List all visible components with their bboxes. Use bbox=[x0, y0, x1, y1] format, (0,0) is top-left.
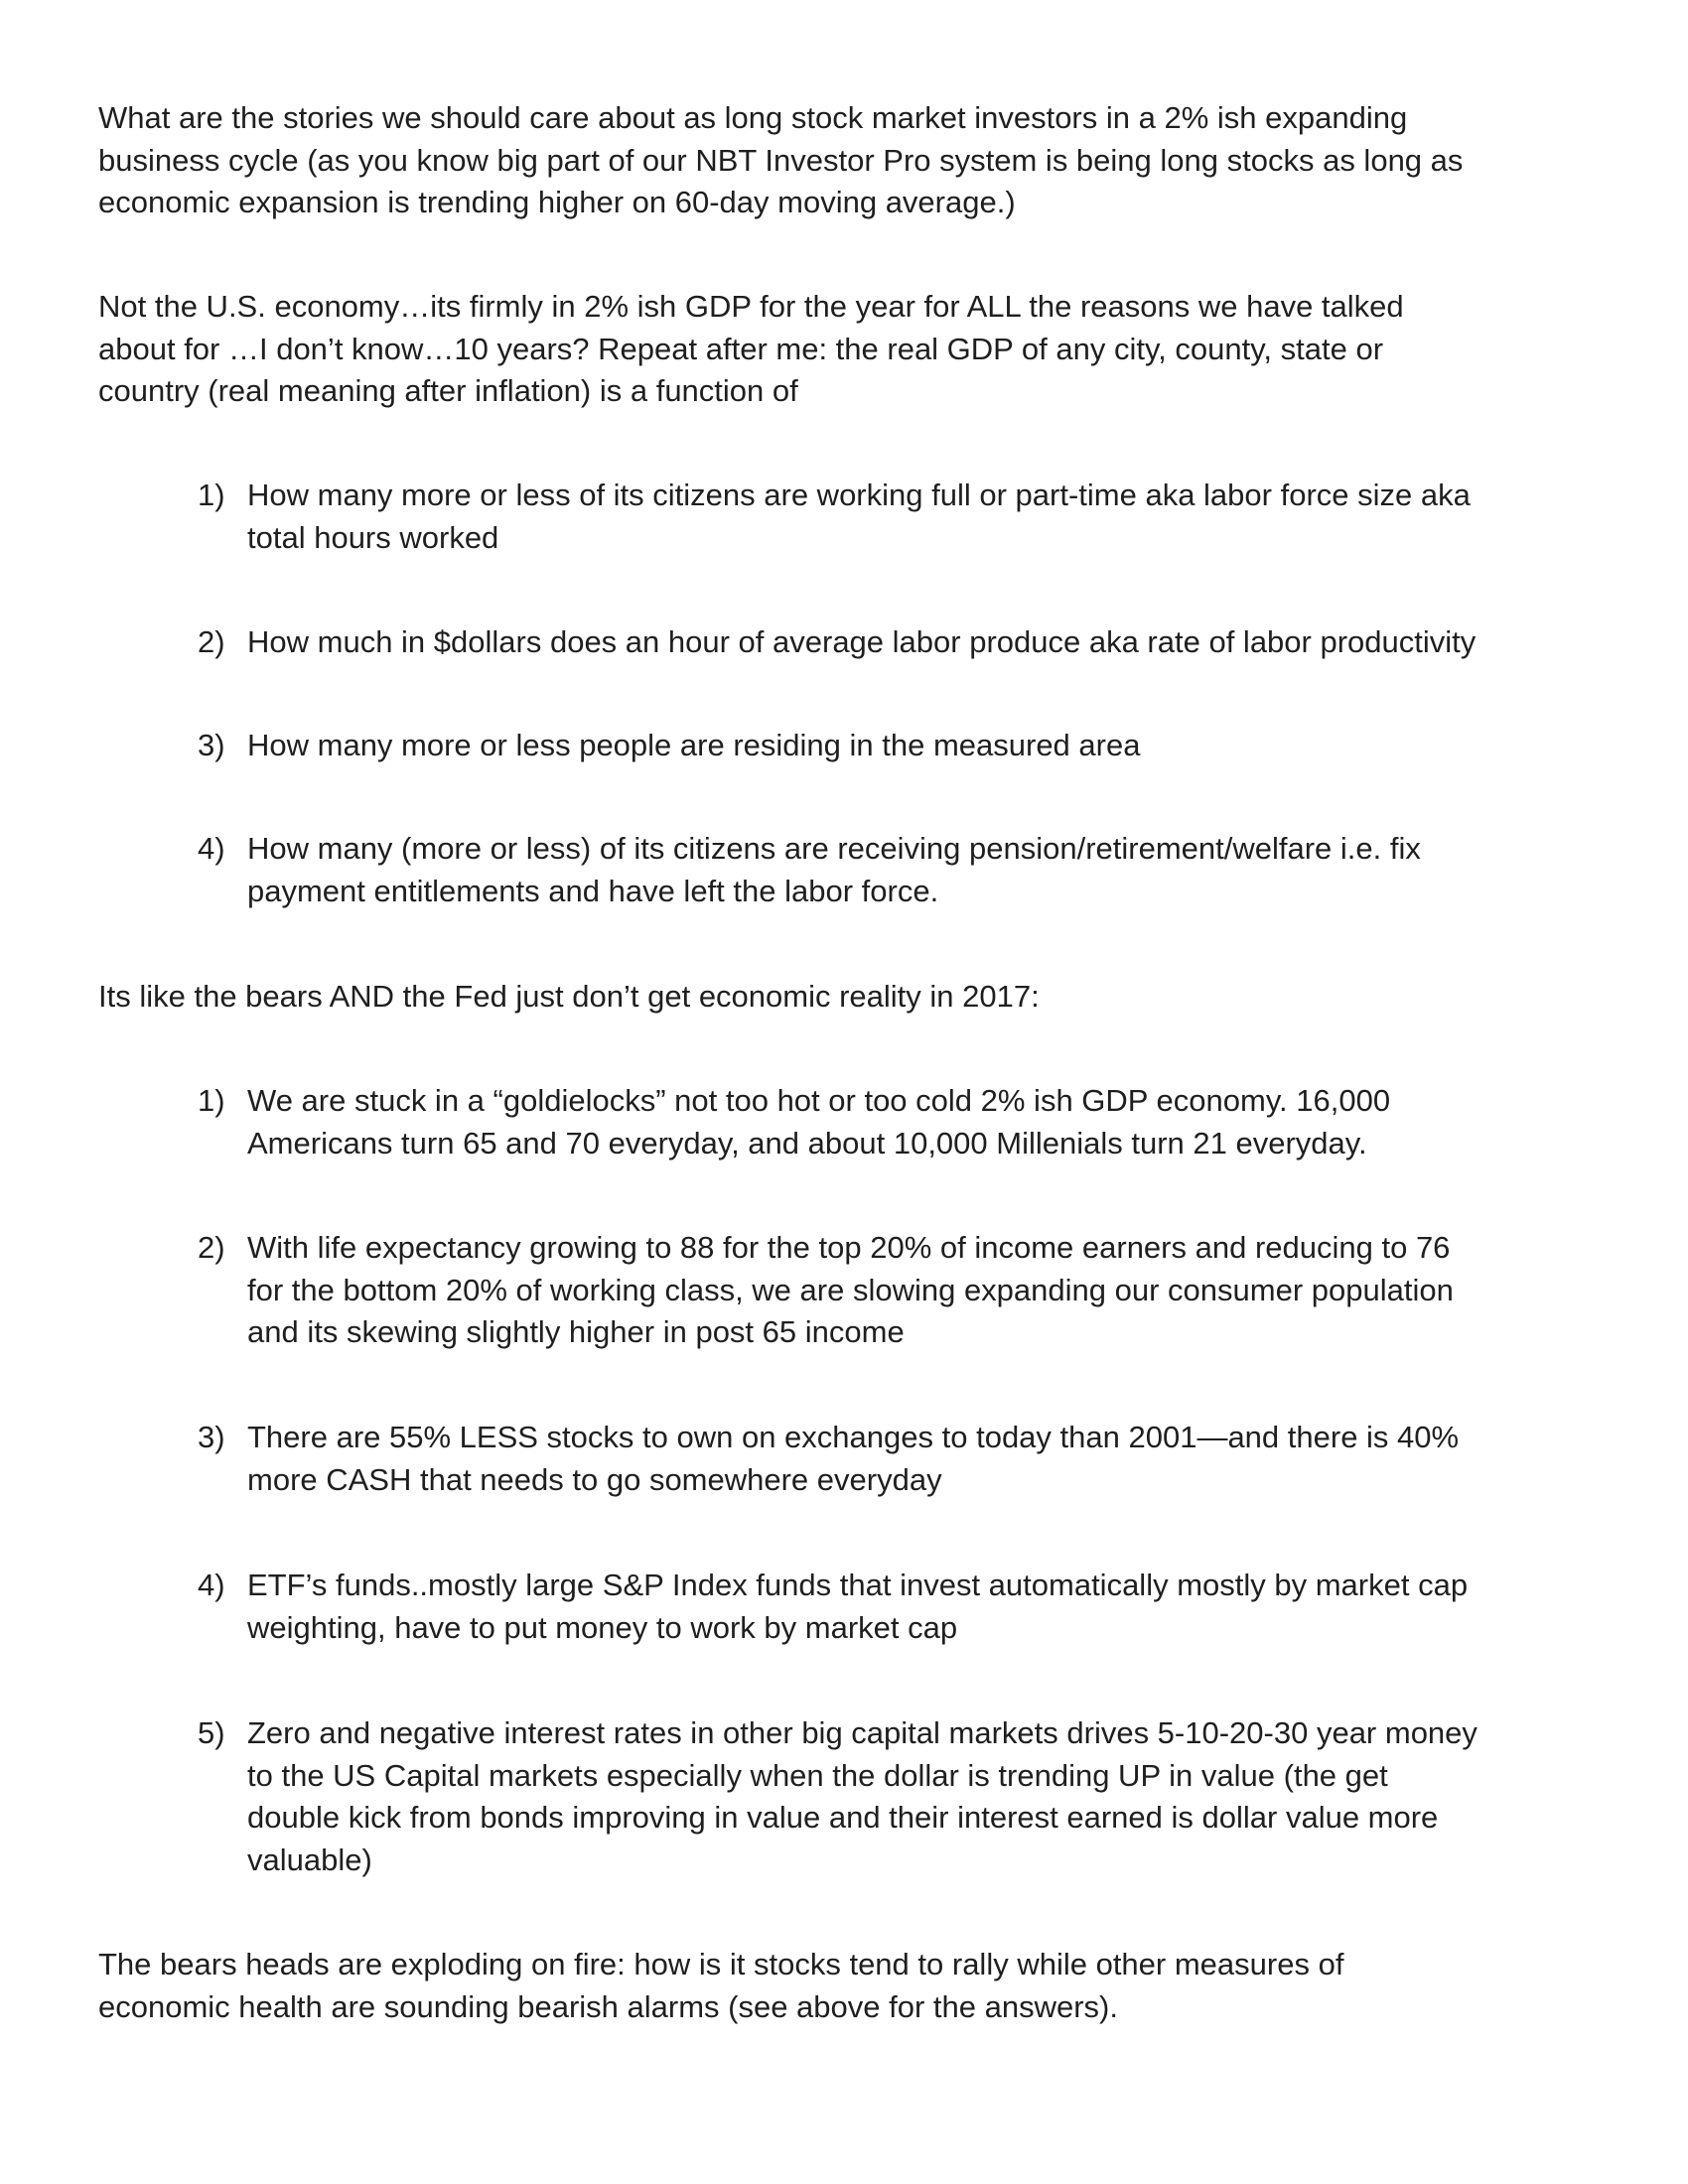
bears-paragraph bbox=[98, 976, 1608, 1019]
list-line: to the US Capital markets especially when the dollar is trending UP in value (the get bbox=[247, 1757, 1388, 1793]
list-line: weighting, have to put money to work by market cap bbox=[247, 1609, 958, 1645]
intro-line: business cycle (as you know big part of our NBT Investor Pro system is being long stocks as long as bbox=[98, 142, 1464, 178]
list-number: 3) bbox=[198, 1420, 225, 1454]
list-text bbox=[247, 621, 1476, 664]
economy-line: about for …I don’t know…10 years? Repeat after me: the real GDP of any city, county, state or bbox=[98, 331, 1384, 366]
list-line: valuable) bbox=[247, 1842, 372, 1877]
list-line: more CASH that needs to go somewhere everyday bbox=[247, 1461, 942, 1497]
list-text bbox=[247, 725, 1140, 767]
list-text bbox=[247, 1565, 1468, 1649]
intro-line: What are the stories we should care about as long stock market investors in a 2% ish expanding bbox=[98, 100, 1408, 135]
list-number: 2) bbox=[198, 624, 225, 659]
list-text bbox=[247, 1712, 1477, 1881]
list-number: 4) bbox=[198, 831, 225, 866]
economy-line: Not the U.S. economy…its firmly in 2% ish GDP for the year for ALL the reasons we have talked bbox=[98, 289, 1404, 324]
list-line: How many more or less people are residing in the measured area bbox=[247, 728, 1141, 762]
list-line: Americans turn 65 and 70 everyday, and about 10,000 Millenials turn 21 everyday. bbox=[247, 1125, 1367, 1160]
bears-line: Its like the bears AND the Fed just don’t get economic reality in 2017: bbox=[98, 979, 1040, 1014]
list-number: 1) bbox=[198, 1083, 225, 1118]
list-line: How many (more or less) of its citizens are receiving pension/retirement/welfare i.e. fix bbox=[247, 831, 1421, 866]
intro-line: economic expansion is trending higher on 60-day moving average.) bbox=[98, 185, 1016, 219]
list-number: 2) bbox=[198, 1230, 225, 1265]
list-number: 3) bbox=[198, 728, 225, 762]
list-number: 4) bbox=[198, 1568, 225, 1602]
economy-line: country (real meaning after inflation) is a function of bbox=[98, 373, 798, 408]
list-line: payment entitlements and have left the labor force. bbox=[247, 873, 939, 908]
list-text bbox=[247, 1417, 1459, 1501]
list-line: How much in $dollars does an hour of average labor produce aka rate of labor productivity bbox=[247, 624, 1477, 659]
list-line: for the bottom 20% of working class, we are slowing expanding our consumer population bbox=[247, 1272, 1454, 1307]
list-line: We are stuck in a “goldielocks” not too hot or too cold 2% ish GDP economy. 16,000 bbox=[247, 1083, 1391, 1118]
list-line: How many more or less of its citizens are working full or part-time aka labor force size aka bbox=[247, 478, 1471, 512]
list-line: With life expectancy growing to 88 for the top 20% of income earners and reducing to 76 bbox=[247, 1230, 1451, 1265]
list-line: and its skewing slightly higher in post 65 income bbox=[247, 1314, 905, 1349]
list-line: total hours worked bbox=[247, 519, 499, 555]
list-text bbox=[247, 1080, 1390, 1164]
list-line: Zero and negative interest rates in other big capital markets drives 5-10-20-30 year money bbox=[247, 1715, 1477, 1750]
list-text bbox=[247, 475, 1471, 559]
intro-paragraph bbox=[98, 97, 1608, 224]
list-text bbox=[247, 1227, 1454, 1354]
economy-paragraph bbox=[98, 286, 1608, 413]
closing-line: The bears heads are exploding on fire: how is it stocks tend to rally while other measures of bbox=[98, 1947, 1344, 1981]
list-line: ETF’s funds..mostly large S&P Index funds that invest automatically mostly by market cap bbox=[247, 1568, 1469, 1602]
list-text bbox=[247, 828, 1421, 912]
closing-paragraph bbox=[98, 1944, 1608, 2028]
closing-line: economic health are sounding bearish alarms (see above for the answers). bbox=[98, 1988, 1118, 2024]
list-line: There are 55% LESS stocks to own on exchanges to today than 2001—and there is 40% bbox=[247, 1420, 1460, 1454]
list-number: 5) bbox=[198, 1715, 225, 1750]
list-line: double kick from bonds improving in value and their interest earned is dollar value more bbox=[247, 1800, 1439, 1835]
list-number: 1) bbox=[198, 478, 225, 512]
